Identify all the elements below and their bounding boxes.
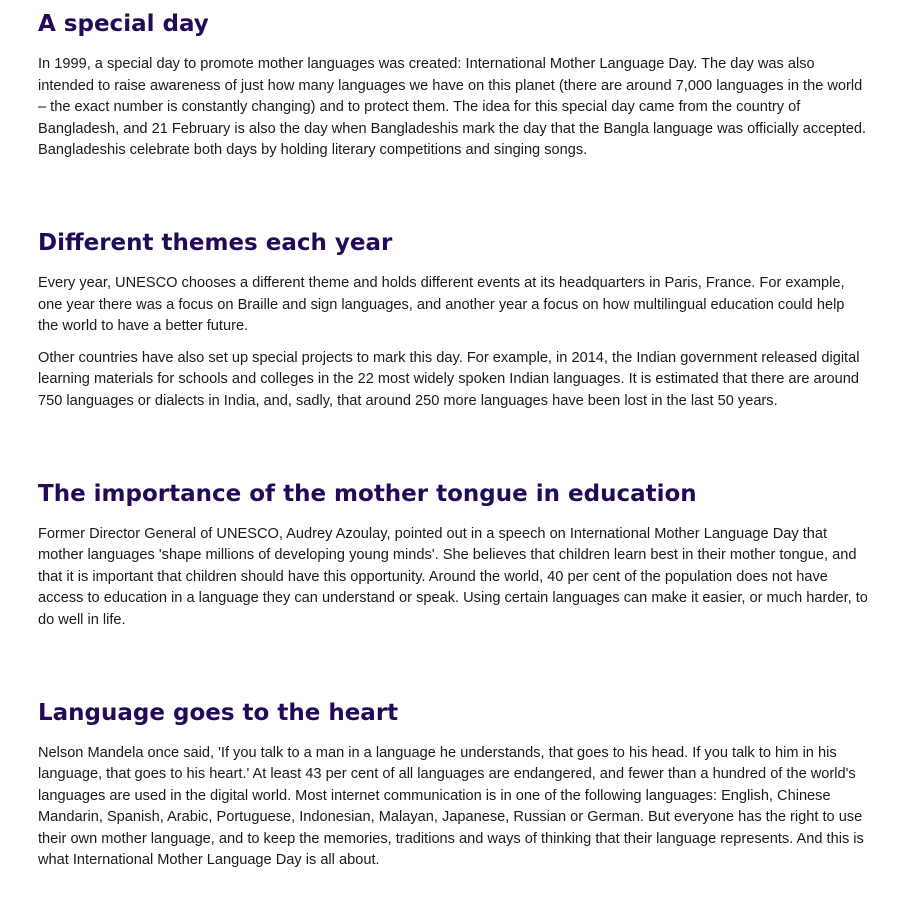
section-paragraph: In 1999, a special day to promote mother languages was created: International Mother Language Day. The day was also intended to raise awareness of just how many languages we have on this planet (there are around 7,000 languages in the world – the exact number is constantly changing) and to protect them. The idea for this special day came from the country of Bangladesh, and 21 February is also the day when Bangladeshis mark the day that the Bangla language was officially accepted. Bangladeshis celebrate both days by holding literary competitions and singing songs. — [38, 56, 867, 159]
section-paragraph: Every year, UNESCO chooses a different theme and holds different events at its headquarters in Paris, France. For example, one year there was a focus on Braille and sign languages, and another year a focus on how multilingual education could help the world to have a better future. — [38, 274, 845, 335]
section-heading: Language goes to the heart — [38, 699, 399, 726]
section-language-heart — [38, 699, 868, 873]
section-heading: A special day — [38, 11, 209, 37]
section-paragraph: Nelson Mandela once said, 'If you talk to a man in a language he understands, that goes to his head. If you talk to him in his language, that goes to his heart.' At least 43 per cent of all languages are endangered, and fewer than a hundred of the world's languages are used in the digital world. Most internet communication is in one of the following languages: English, Chinese Mandarin, Spanish, Arabic, Portuguese, Indonesian, Malayan, Japanese, Russian or German. But everyone has the right to use their own mother language, and to keep the memories, traditions and ways of thinking that their language represents. And this is what International Mother Language Day is all about. — [38, 744, 864, 869]
section-mother-tongue-education — [38, 480, 868, 632]
section-a-special-day — [38, 0, 868, 162]
section-paragraph: Former Director General of UNESCO, Audrey Azoulay, pointed out in a speech on International Mother Language Day that mother languages 'shape millions of developing young minds'. She believes that children learn best in their mother tongue, and that it is important that children should have this opportunity. Around the world, 40 per cent of the population does not have access to education in a language they can understand or speak. Using certain languages can make it easier, or much harder, to do well in life. — [38, 525, 868, 628]
section-paragraph: Other countries have also set up special projects to mark this day. For example, in 2014, the Indian government released digital learning materials for schools and colleges in the 22 most widely spoken Indian languages. It is estimated that there are around 750 languages or dialects in India, and, sadly, that around 250 more languages have been lost in the last 50 years. — [38, 349, 860, 409]
section-heading: Different themes each year — [38, 229, 393, 256]
section-different-themes — [38, 229, 868, 413]
article-body — [38, 0, 868, 872]
section-heading: The importance of the mother tongue in education — [38, 480, 697, 507]
